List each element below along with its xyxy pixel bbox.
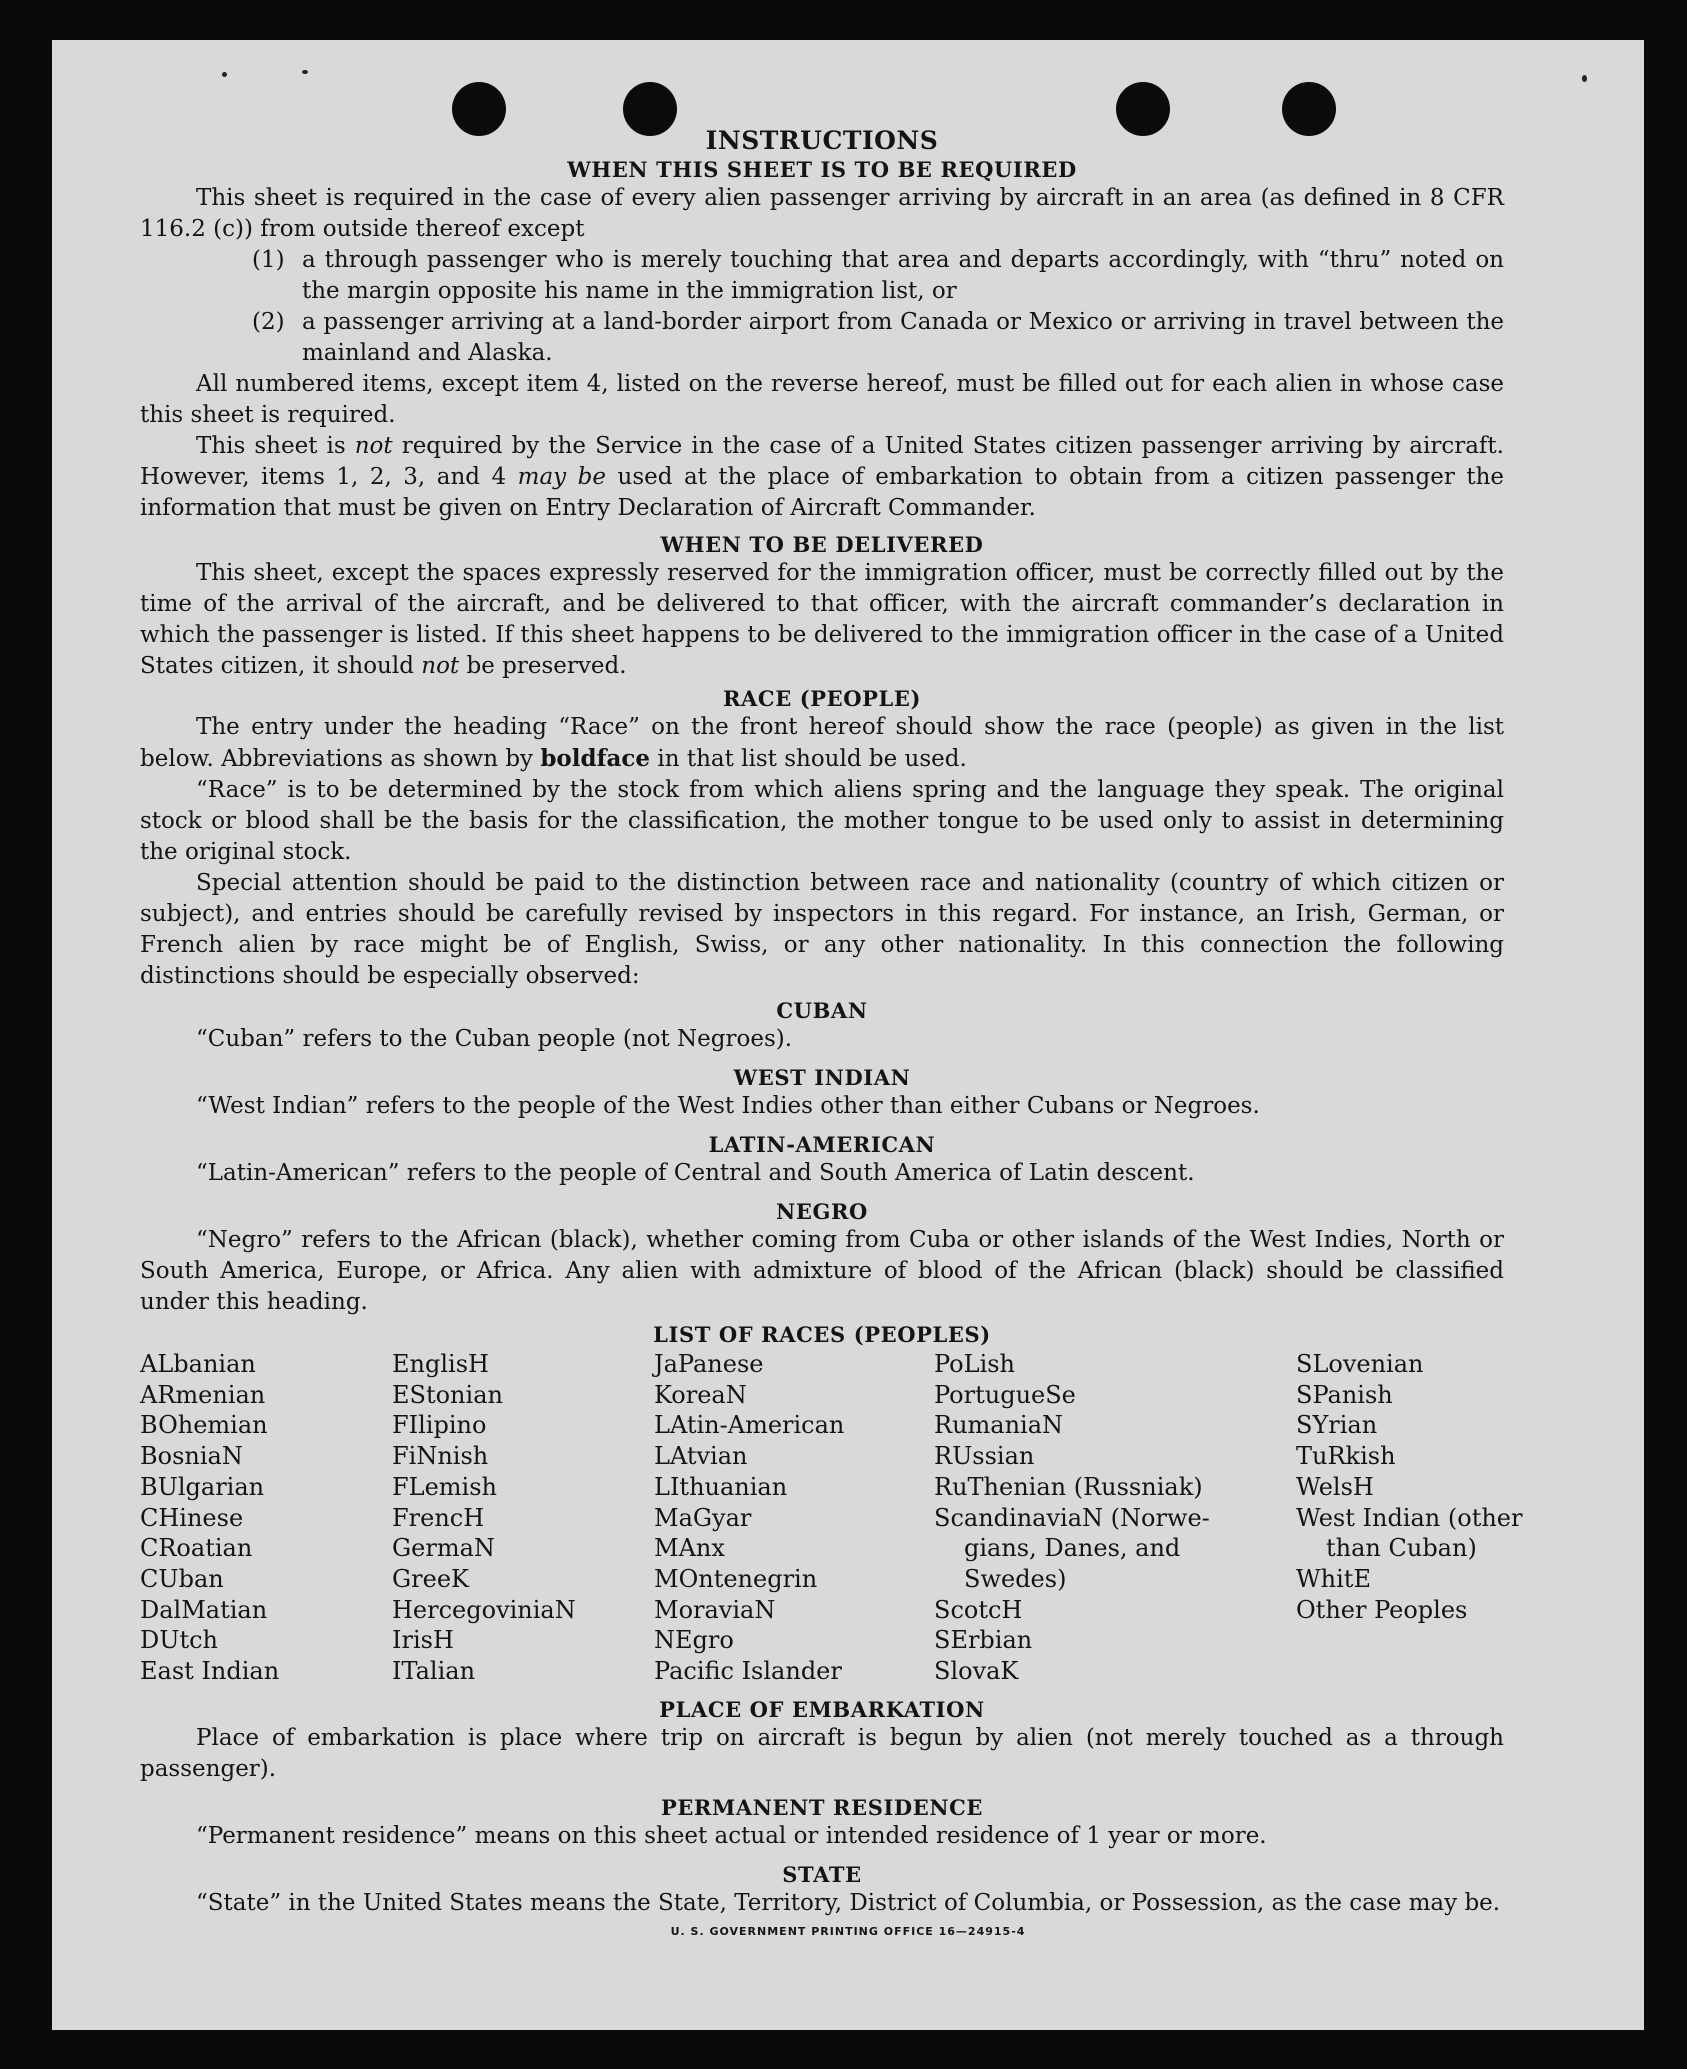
- race-entry: FLemish: [392, 1472, 497, 1501]
- scan-speck: [1582, 75, 1587, 82]
- race-entry: RumaniaN: [934, 1411, 1064, 1440]
- scan-speck: [302, 70, 308, 74]
- race-entry: Swedes): [964, 1564, 1067, 1593]
- document-page: [52, 40, 1644, 2030]
- race-entry: ARmenian: [140, 1380, 266, 1409]
- race-entry: HercegoviniaN: [392, 1595, 576, 1624]
- race-entry: CUban: [140, 1564, 224, 1593]
- page-title: INSTRUCTIONS: [705, 126, 939, 155]
- list-text: a through passenger who is merely touching that area and departs accordingly, with “thru” noted on the margin opposite his name in the immigration list, or: [302, 247, 1504, 304]
- race-entry: BUlgarian: [140, 1472, 265, 1501]
- race-entry: CRoatian: [140, 1534, 253, 1563]
- list-item: [252, 307, 1504, 369]
- race-entry: GreeK: [392, 1564, 469, 1593]
- race-entry: PoLish: [934, 1350, 1016, 1378]
- race-entry: Pacific Islander: [654, 1657, 842, 1686]
- race-entry: ALbanian: [140, 1350, 256, 1378]
- paragraph: “Race” is to be determined by the stock from which aliens spring and the language they speak. The original stock or blood shall be the basis for the classification, the mother tongue to be used only to assist in determining the original stock.: [140, 777, 1504, 865]
- race-entry: FiNnish: [392, 1442, 489, 1471]
- race-entry: LIthuanian: [654, 1472, 788, 1501]
- section-heading: STATE: [782, 1861, 862, 1887]
- race-entry: IrisH: [392, 1626, 454, 1655]
- race-entry: ITalian: [392, 1657, 476, 1686]
- paragraph: All numbered items, except item 4, listed on the reverse hereof, must be filled out for each alien in whose case this sheet is required.: [140, 371, 1504, 428]
- section-heading: WHEN TO BE DELIVERED: [660, 532, 984, 557]
- paragraph: “Permanent residence” means on this sheet actual or intended residence of 1 year or more.: [196, 1822, 1267, 1849]
- races-column: [392, 1349, 654, 1687]
- race-entry: EnglisH: [392, 1350, 489, 1378]
- race-entry: TuRkish: [1296, 1442, 1396, 1471]
- race-entry: DUtch: [140, 1626, 219, 1655]
- race-entry: ScandinaviaN (Norwe-: [934, 1503, 1210, 1532]
- race-entry: Other Peoples: [1296, 1595, 1468, 1624]
- race-entry: NEgro: [654, 1626, 734, 1655]
- races-column: [654, 1349, 934, 1687]
- punch-hole: [1116, 82, 1170, 136]
- race-entry: JaPanese: [654, 1350, 764, 1378]
- paragraph: This sheet is not required by the Service in the case of a United States citizen passenger arriving by aircraft. However, items 1, 2, 3, and 4 may be used at the place of embarkation to obtain from a citizen passenger the information that must be given on Entry Declaration of Aircraft Commander.: [140, 433, 1504, 521]
- race-entry: PortugueSe: [934, 1380, 1076, 1409]
- scan-speck: [222, 72, 227, 77]
- section-heading: NEGRO: [776, 1199, 868, 1224]
- race-entry: FrencH: [392, 1503, 485, 1532]
- race-entry: GermaN: [392, 1534, 495, 1563]
- race-entry: East Indian: [140, 1657, 280, 1686]
- section-heading: RACE (PEOPLE): [722, 686, 922, 711]
- list-number: (2): [252, 309, 285, 335]
- race-entry: BosniaN: [140, 1442, 243, 1471]
- race-entry: SYrian: [1296, 1411, 1378, 1440]
- race-entry: KoreaN: [654, 1380, 747, 1409]
- paragraph: Special attention should be paid to the distinction between race and nationality (country of which citizen or subject), and entries should be carefully revised by inspectors in this regard. For instance, an Irish, German, or French alien by race might be of English, Swiss, or any other nationality. In this connection the following distinctions should be especially observed:: [140, 870, 1504, 989]
- punch-hole: [452, 82, 506, 136]
- paragraph: Place of embarkation is place where trip on aircraft is begun by alien (not merely touched as a through passenger).: [140, 1724, 1504, 1782]
- race-entry: ScotcH: [934, 1595, 1023, 1624]
- printer-imprint: U. S. GOVERNMENT PRINTING OFFICE 16—24915-4: [670, 1925, 1026, 1938]
- list-number: (1): [252, 247, 285, 273]
- paragraph: The entry under the heading “Race” on the front hereof should show the race (people) as given in the list below. Abbreviations as shown by boldface in that list should be used.: [140, 714, 1504, 772]
- paragraph: “Cuban” refers to the Cuban people (not Negroes).: [196, 1026, 793, 1052]
- section-heading: PLACE OF EMBARKATION: [659, 1696, 985, 1722]
- races-column: [1296, 1349, 1523, 1687]
- race-entry: SLovenian: [1296, 1350, 1424, 1378]
- race-entry: BOhemian: [140, 1411, 268, 1440]
- paragraph: “State” in the United States means the State, Territory, District of Columbia, or Possession, as the case may be.: [196, 1889, 1501, 1916]
- race-entry: DalMatian: [140, 1595, 268, 1624]
- race-entry: FIlipino: [392, 1411, 487, 1440]
- race-entry: than Cuban): [1326, 1534, 1477, 1563]
- paragraph: This sheet is required in the case of every alien passenger arriving by aircraft in an area (as defined in 8 CFR 116.2 (c)) from outside thereof except: [140, 185, 1504, 242]
- race-entry: WelsH: [1296, 1472, 1374, 1501]
- races-list: [140, 1349, 1523, 1687]
- race-entry: MOntenegrin: [654, 1564, 818, 1593]
- list-text: a passenger arriving at a land-border airport from Canada or Mexico or arriving in travel between the mainland and Alaska.: [302, 309, 1504, 366]
- race-entry: gians, Danes, and: [964, 1534, 1181, 1563]
- section-heading: WHEN THIS SHEET IS TO BE REQUIRED: [567, 157, 1077, 182]
- race-entry: LAtin-American: [654, 1411, 845, 1440]
- list-item: [252, 245, 1504, 307]
- race-entry: SErbian: [934, 1626, 1033, 1655]
- race-entry: RUssian: [934, 1442, 1035, 1471]
- race-entry: West Indian (other: [1296, 1503, 1523, 1532]
- section-heading: LATIN-AMERICAN: [708, 1132, 936, 1157]
- race-entry: MAnx: [654, 1534, 725, 1563]
- race-entry: CHinese: [140, 1503, 244, 1532]
- race-entry: MoraviaN: [654, 1595, 776, 1624]
- paragraph: “Negro” refers to the African (black), whether coming from Cuba or other islands of the West Indies, North or South America, Europe, or Africa. Any alien with admixture of blood of the African (black) should be classified under this heading.: [140, 1227, 1504, 1315]
- race-entry: SPanish: [1296, 1380, 1393, 1409]
- races-column: [934, 1349, 1296, 1687]
- paragraph: This sheet, except the spaces expressly reserved for the immigration officer, must be correctly filled out by the time of the arrival of the aircraft, and be delivered to that officer, with the aircraft commander’s declaration in which the passenger is listed. If this sheet happens to be delivered to the immigration officer in the case of a United States citizen, it should not be preserved.: [140, 560, 1504, 679]
- punch-hole: [623, 82, 677, 136]
- punch-hole: [1282, 82, 1336, 136]
- section-heading: PERMANENT RESIDENCE: [660, 1794, 984, 1820]
- race-entry: EStonian: [392, 1380, 503, 1409]
- race-entry: WhitE: [1296, 1564, 1371, 1593]
- race-entry: MaGyar: [654, 1503, 752, 1532]
- section-heading: WEST INDIAN: [733, 1065, 911, 1090]
- race-entry: SlovaK: [934, 1657, 1019, 1686]
- section-heading: CUBAN: [776, 998, 868, 1023]
- paragraph: “Latin-American” refers to the people of Central and South America of Latin descent.: [196, 1160, 1195, 1186]
- section-heading: LIST OF RACES (PEOPLES): [653, 1322, 991, 1347]
- race-entry: RuThenian (Russniak): [934, 1472, 1203, 1501]
- race-entry: LAtvian: [654, 1442, 748, 1471]
- races-column: [140, 1349, 392, 1687]
- paragraph: “West Indian” refers to the people of the West Indies other than either Cubans or Negroes.: [196, 1093, 1260, 1119]
